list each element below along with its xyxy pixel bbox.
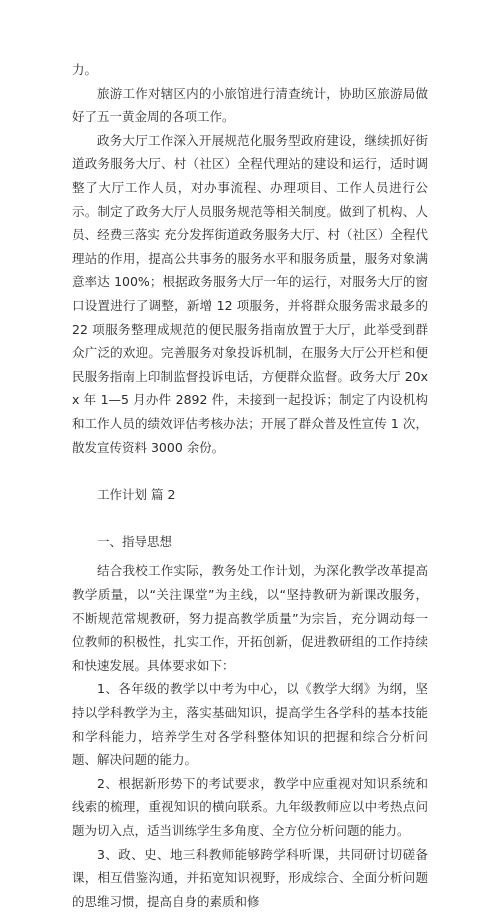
paragraph-guiding-ideology: 结合我校工作实际，教务处工作计划，为深化教学改革提高教学质量，以“关注课堂”为主线，以“坚持教研为新课改服务，不断规范常规教研，努力提高教学质量”为宗旨，充分调动每一位教师的积极性，扎实工作，开拓创新，促进教研组的工作持续和快速发展。具体要求如下： — [72, 563, 428, 673]
paragraph-continuation: 力。 — [72, 62, 98, 77]
blank-line — [72, 459, 428, 483]
document-body — [72, 58, 428, 913]
section-heading-work-plan: 工作计划 篇 2 — [97, 486, 176, 502]
paragraph-item-2: 2、根据新形势下的考试要求，教学中应重视对知识系统和线索的梳理，重视知识的横向联系。九年级教师应以中考热点问题为切入点，适当训练学生多角度、全方位分析问题的能力。 — [72, 775, 428, 838]
paragraph-item-1: 1、各年级的教学以中考为中心，以《教学大纲》为纲，坚持以学科教学为主，落实基础知识，提高学生各学科的基本技能和学科能力，培养学生对各学科整体知识的把握和综合分析问题、解决问题的能力。 — [72, 681, 428, 768]
paragraph-tourism-work: 旅游工作对辖区内的小旅馆进行清查统计，协助区旅游局做好了五一黄金周的各项工作。 — [72, 85, 428, 125]
blank-line — [72, 506, 428, 530]
subheading-guiding-ideology: 一、指导思想 — [97, 533, 173, 549]
paragraph-government-hall: 政务大厅工作深入开展规范化服务型政府建设，继续抓好街道政务服务大厅、村（社区）全程代理站的建设和运行，适时调整了大厅工作人员，对办事流程、办理项目、工作人员进行公示。制定了政务大厅人员服务规范等相关制度。做到了机构、人员、经费三落实 充分发挥街道政务服务大厅、村（社区）全程代理站的作用，提高公共事务的服务水平和服务质量，服务对象满意率达 100%；根据政务服务大厅一年的运行，对服务大厅的窗口设置进行了调整，新增 12 项服务，并将群众服务需求最多的 22 项服务整理成规范的便民服务指南放置于大厅，此举受到群众广泛的欢迎。完善服务对象投诉机制，在服务大厅公开栏和便民服务指南上印制监督投诉电话，方便群众监督。政务大厅 20xx 年 1—5 月办件 2892 件，未接到一起投诉；制定了内设机构和工作人员的绩效评估考核办法；开展了群众普及性宣传 1 次，散发宣传资料 3000 余份。 — [72, 132, 428, 455]
paragraph-item-3: 3、政、史、地三科教师能够跨学科听课，共同研讨切磋备课，相互借鉴沟通，并拓宽知识视野，形成综合、全面分析问题的思维习惯，提高自身的素质和修 — [72, 846, 428, 909]
